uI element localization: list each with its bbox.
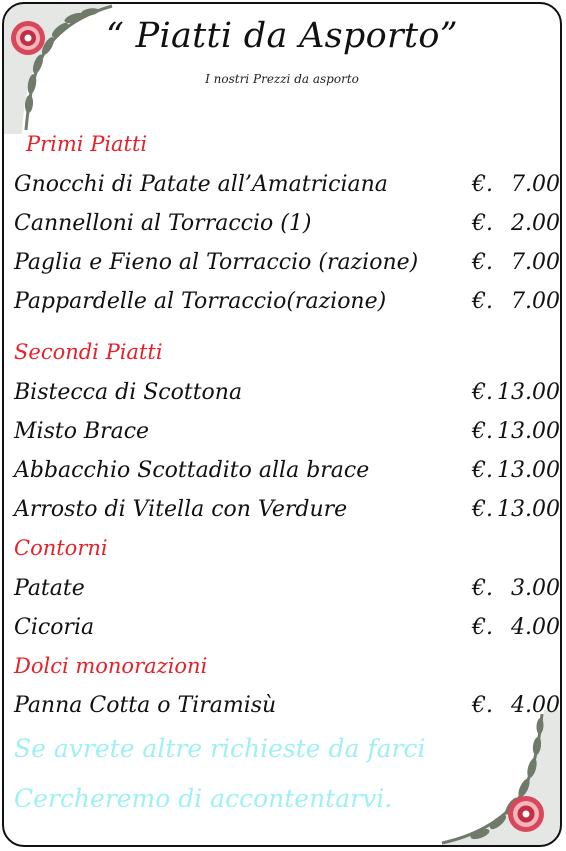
menu-subtitle: I nostri Prezzi da asporto [205, 72, 359, 86]
menu-title: “ Piatti da Asporto” [106, 16, 458, 56]
item-price: 7.00 [511, 172, 560, 197]
menu-item [14, 693, 560, 723]
item-price: 2.00 [511, 211, 560, 236]
section-heading-contorni: Contorni [14, 536, 108, 560]
item-currency: €. [472, 576, 493, 601]
footer-note-line-1: Se avrete altre richieste da farci [14, 734, 426, 763]
item-price: 13.00 [497, 419, 560, 444]
item-name: Cannelloni al Torraccio (1) [14, 211, 312, 236]
item-name: Patate [14, 576, 85, 601]
item-name: Cicoria [14, 615, 95, 640]
item-name: Paglia e Fieno al Torraccio (razione) [14, 250, 419, 275]
menu-item [14, 211, 560, 241]
corner-ornament-bottom-right [440, 710, 560, 845]
item-currency: €. [472, 380, 493, 405]
item-price: 7.00 [511, 289, 560, 314]
item-currency: €. [472, 211, 493, 236]
item-name: Pappardelle al Torraccio(razione) [14, 289, 387, 314]
item-name: Abbacchio Scottadito alla brace [14, 458, 370, 483]
item-currency: €. [472, 615, 493, 640]
menu-card [2, 2, 562, 847]
item-currency: €. [472, 497, 493, 522]
section-heading-dolci: Dolci monorazioni [14, 654, 208, 678]
item-name: Gnocchi di Patate all’Amatriciana [14, 172, 388, 197]
menu-item [14, 250, 560, 280]
footer-note-line-2: Cercheremo di accontentarvi. [14, 784, 393, 813]
menu-item [14, 380, 560, 410]
item-price: 13.00 [497, 497, 560, 522]
menu-item [14, 419, 560, 449]
item-price: 4.00 [511, 693, 560, 718]
flower-icon [508, 796, 544, 832]
item-price: 13.00 [497, 458, 560, 483]
item-name: Panna Cotta o Tiramisù [14, 693, 277, 718]
item-price: 4.00 [511, 615, 560, 640]
item-name: Misto Brace [14, 419, 150, 444]
section-heading-primi: Primi Piatti [26, 132, 148, 156]
section-heading-secondi: Secondi Piatti [14, 340, 163, 364]
item-name: Bistecca di Scottona [14, 380, 243, 405]
menu-item [14, 497, 560, 527]
item-name: Arrosto di Vitella con Verdure [14, 497, 348, 522]
menu-item [14, 615, 560, 645]
menu-item [14, 289, 560, 319]
menu-item [14, 576, 560, 606]
item-currency: €. [472, 289, 493, 314]
menu-item [14, 458, 560, 488]
item-price: 3.00 [511, 576, 560, 601]
item-currency: €. [472, 419, 493, 444]
menu-item [14, 172, 560, 202]
item-currency: €. [472, 172, 493, 197]
item-currency: €. [472, 250, 493, 275]
item-currency: €. [472, 458, 493, 483]
item-currency: €. [472, 693, 493, 718]
item-price: 7.00 [511, 250, 560, 275]
item-price: 13.00 [497, 380, 560, 405]
